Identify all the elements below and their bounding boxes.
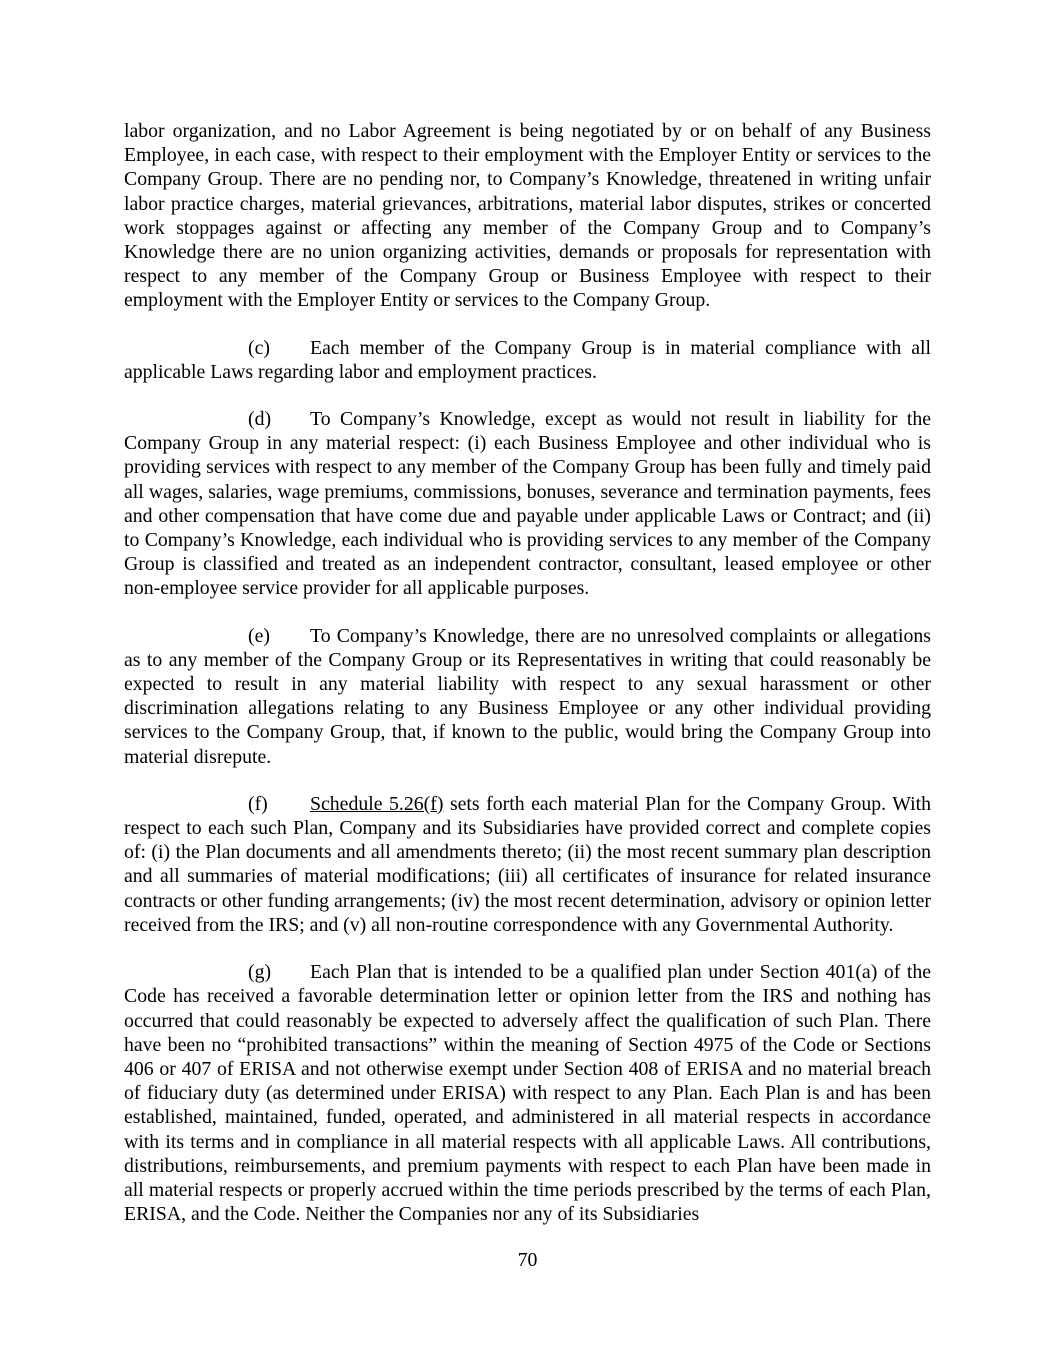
paragraph-c bbox=[124, 336, 931, 384]
schedule-reference: Schedule 5.26(f) bbox=[310, 792, 444, 815]
paragraph-g bbox=[124, 960, 931, 1226]
paragraph-continuation bbox=[124, 119, 931, 313]
paragraph-d bbox=[124, 407, 931, 601]
paragraph-text: sets forth each material Plan for the Company Group. With respect to each such Plan, Company and its Subsidiaries have provided correct and complete copies of: (i) the Plan documents and all amendments thereto; (ii) the most recent summary plan description and all summaries of material modifications; (iii) all certificates of insurance for related insurance contracts or other funding arrangements; (iv) the most recent determination, advisory or opinion letter received from the IRS; and (v) all non-routine correspondence with any Governmental Authority. bbox=[124, 792, 931, 936]
paragraph-label: (d) bbox=[248, 408, 272, 431]
paragraph-label: (e) bbox=[248, 624, 270, 647]
paragraph-label: (c) bbox=[248, 336, 270, 359]
page-number: 70 bbox=[517, 1249, 538, 1271]
paragraph-text: labor organization, and no Labor Agreement is being negotiated by or on behalf of any Business Employee, in each case, with respect to their employment with the Employer Entity or services to the Company Group. There are no pending nor, to Company’s Knowledge, threatened in writing unfair labor practice charges, material grievances, arbitrations, material labor disputes, strikes or concerted work stoppages against or affecting any member of the Company Group and to Company’s Knowledge there are no union organizing activities, demands or proposals for representation with respect to any member of the Company Group or Business Employee with respect to their employment with the Employer Entity or services to the Company Group. bbox=[124, 120, 931, 312]
paragraph-label: (g) bbox=[248, 961, 272, 984]
page-footer bbox=[0, 1248, 1055, 1272]
paragraph-text: To Company’s Knowledge, there are no unresolved complaints or allegations as to any member of the Company Group or its Representatives in writing that could reasonably be expected to result in any material liability with respect to any sexual harassment or other discrimination allegations relating to any Business Employee or any other individual providing services to the Company Group, that, if known to the public, would bring the Company Group into material disrepute. bbox=[124, 624, 931, 768]
paragraph-f bbox=[124, 792, 931, 937]
paragraph-text: To Company’s Knowledge, except as would not result in liability for the Company Group in any material respect: (i) each Business Employee and other individual who is providing services with respect to any member of the Company Group has been fully and timely paid all wages, salaries, wage premiums, commissions, bonuses, severance and termination payments, fees and other compensation that have come due and payable under applicable Laws or Contract; and (ii) to Company’s Knowledge, each individual who is providing services to any member of the Company Group is classified and treated as an independent contractor, consultant, leased employee or other non-employee service provider for all applicable purposes. bbox=[124, 408, 931, 600]
paragraph-text: Each member of the Company Group is in material compliance with all applicable Laws regarding labor and employment practices. bbox=[124, 336, 931, 383]
paragraph-label: (f) bbox=[248, 792, 268, 815]
paragraph-e bbox=[124, 624, 931, 769]
paragraph-text: Each Plan that is intended to be a qualified plan under Section 401(a) of the Code has received a favorable determination letter or opinion letter from the IRS and nothing has occurred that could reasonably be expected to adversely affect the qualification of such Plan. There have been no “prohibited transactions” within the meaning of Section 4975 of the Code or Sections 406 or 407 of ERISA and not otherwise exempt under Section 408 of ERISA and no material breach of fiduciary duty (as determined under ERISA) with respect to any Plan. Each Plan is and has been established, maintained, funded, operated, and administered in all material respects in accordance with its terms and in compliance in all material respects with all applicable Laws. All contributions, distributions, reimbursements, and premium payments with respect to each Plan have been made in all material respects or properly accrued within the time periods prescribed by the terms of each Plan, ERISA, and the Code. Neither the Companies nor any of its Subsidiaries bbox=[124, 961, 931, 1226]
document-body bbox=[124, 119, 931, 1226]
